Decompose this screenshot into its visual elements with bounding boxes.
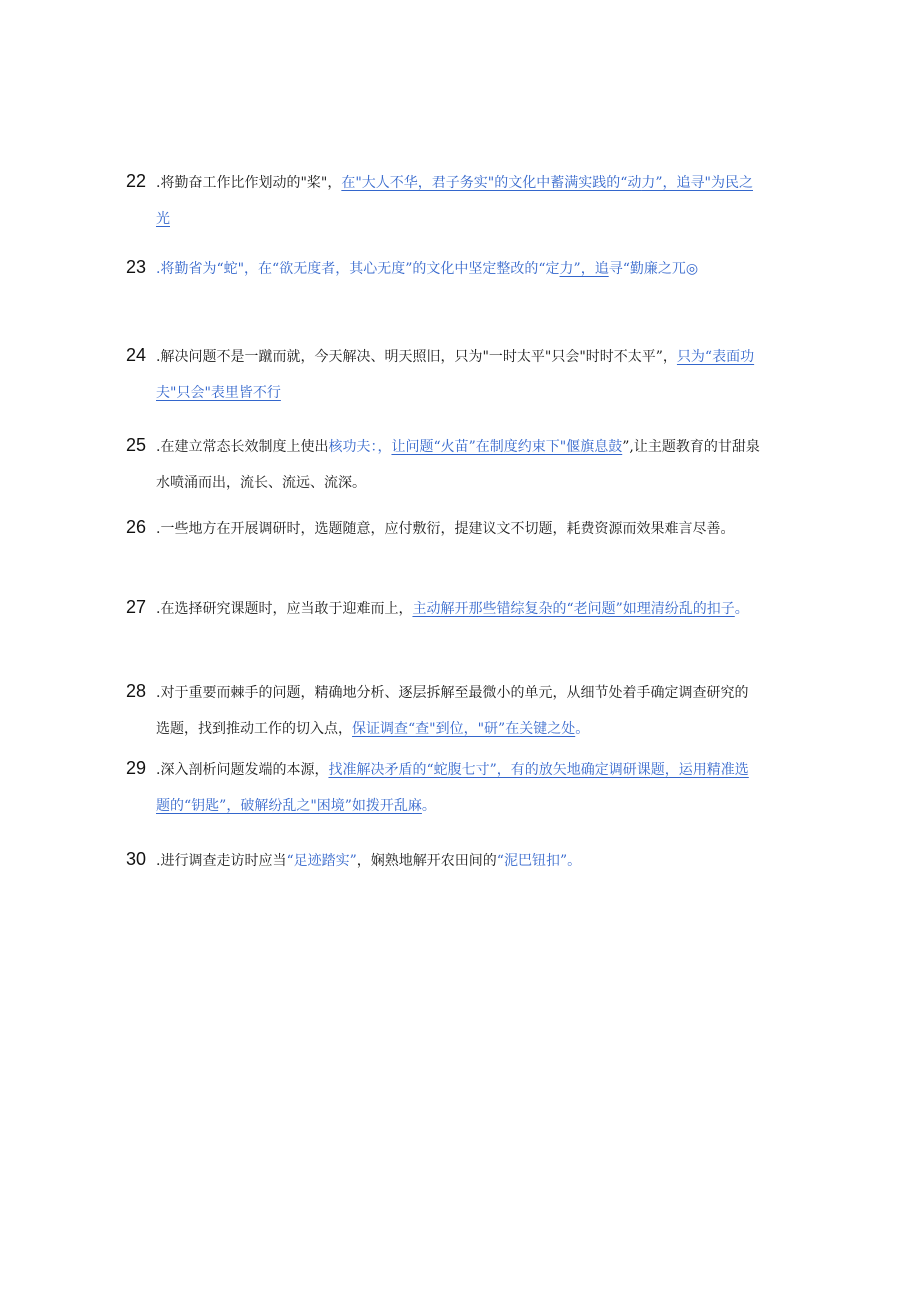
item-text-highlight: 。 (575, 721, 590, 737)
item-text-link[interactable]: 让问题“火苗”在制度约束下"偃旗息鼓 (391, 439, 623, 455)
item-text-highlight: .将勤省为“蛇"，在“欲无度者，其心无度”的文化中坚定整改的“定 (156, 261, 560, 277)
item-number: 25 (126, 435, 147, 455)
item-number: 22 (126, 171, 147, 191)
item-text (156, 752, 761, 824)
item-text-highlight: “泥巴钮扣”。 (496, 853, 582, 869)
item-text-link[interactable]: 主动解开那些错综复杂的“老问题”如理清纷乱的扣子 (412, 601, 735, 617)
item-text-plain: ，娴熟地解开农田间的 (356, 853, 497, 869)
item-text (156, 165, 761, 237)
item-text-link[interactable]: 力”，追寻"为民之光 (156, 175, 753, 227)
item-text-highlight: 寻“勤廉之兀◎ (608, 261, 699, 277)
item-text-plain: .解决问题不是一蹴而就，今天解决、明天照旧，只为"一时太平"只会"时时不太平”， (156, 349, 677, 365)
item-text-highlight: 核功夫：， (328, 439, 392, 455)
item-number: 23 (126, 257, 147, 277)
item-text (156, 675, 761, 747)
item-text-plain: .一些地方在开展调研时，选题随意，应付敷衍，提建议文不切题，耗费资源而效果难言尽善。 (156, 521, 735, 537)
item-text (156, 339, 761, 411)
item-text-plain: .在选择研究课题时，应当敢于迎难而上， (156, 601, 413, 617)
item-text-plain: ”,让主题教育的甘甜泉水喷涌而出，流长、流远、流深。 (156, 439, 760, 491)
item-text-highlight: 。 (421, 798, 436, 814)
item-number: 30 (126, 849, 147, 869)
item-text-plain: .将勤奋工作比作划动的"桨"， (156, 175, 342, 191)
item-text-link[interactable]: 找准解决矛盾的“蛇腹七寸”，有的放矢地确定调研课题，运用精准选题的“钥匙”，破解纷乱之"困境”如拨开乱麻 (156, 762, 749, 814)
item-number: 24 (126, 345, 147, 365)
item-text-link[interactable]: 只为“表面功夫"只会"表里皆不行 (156, 349, 755, 401)
item-text (156, 591, 761, 627)
item-text (156, 511, 761, 547)
item-text-plain: .对于重要而棘手的问题，精确地分析、逐层拆解至最微小的单元，从细节处着手确定调查研究的选题，找到推动工作的切入点， (156, 685, 749, 737)
item-text-highlight: “足迹踏实” (286, 853, 357, 869)
item-number: 29 (126, 758, 147, 778)
item-text-plain: .在建立常态长效制度上使出 (156, 439, 329, 455)
item-text-plain: .进行调查走访时应当 (156, 853, 287, 869)
item-text-link[interactable]: 保证调查“查"到位，"研”在关键之处 (352, 721, 576, 737)
item-number: 26 (126, 517, 147, 537)
item-text-link[interactable]: 力”，追 (559, 261, 609, 277)
item-text-highlight: 。 (734, 601, 749, 617)
item-text (156, 843, 761, 879)
item-text-plain: .深入剖析问题发端的本源， (156, 762, 329, 778)
item-number: 27 (126, 597, 147, 617)
item-number: 28 (126, 681, 147, 701)
item-text (156, 251, 761, 287)
item-text (156, 429, 761, 501)
item-text-link[interactable]: 在"大人不华，君子务实"的文化中蓄满实践的“动 (341, 175, 642, 191)
